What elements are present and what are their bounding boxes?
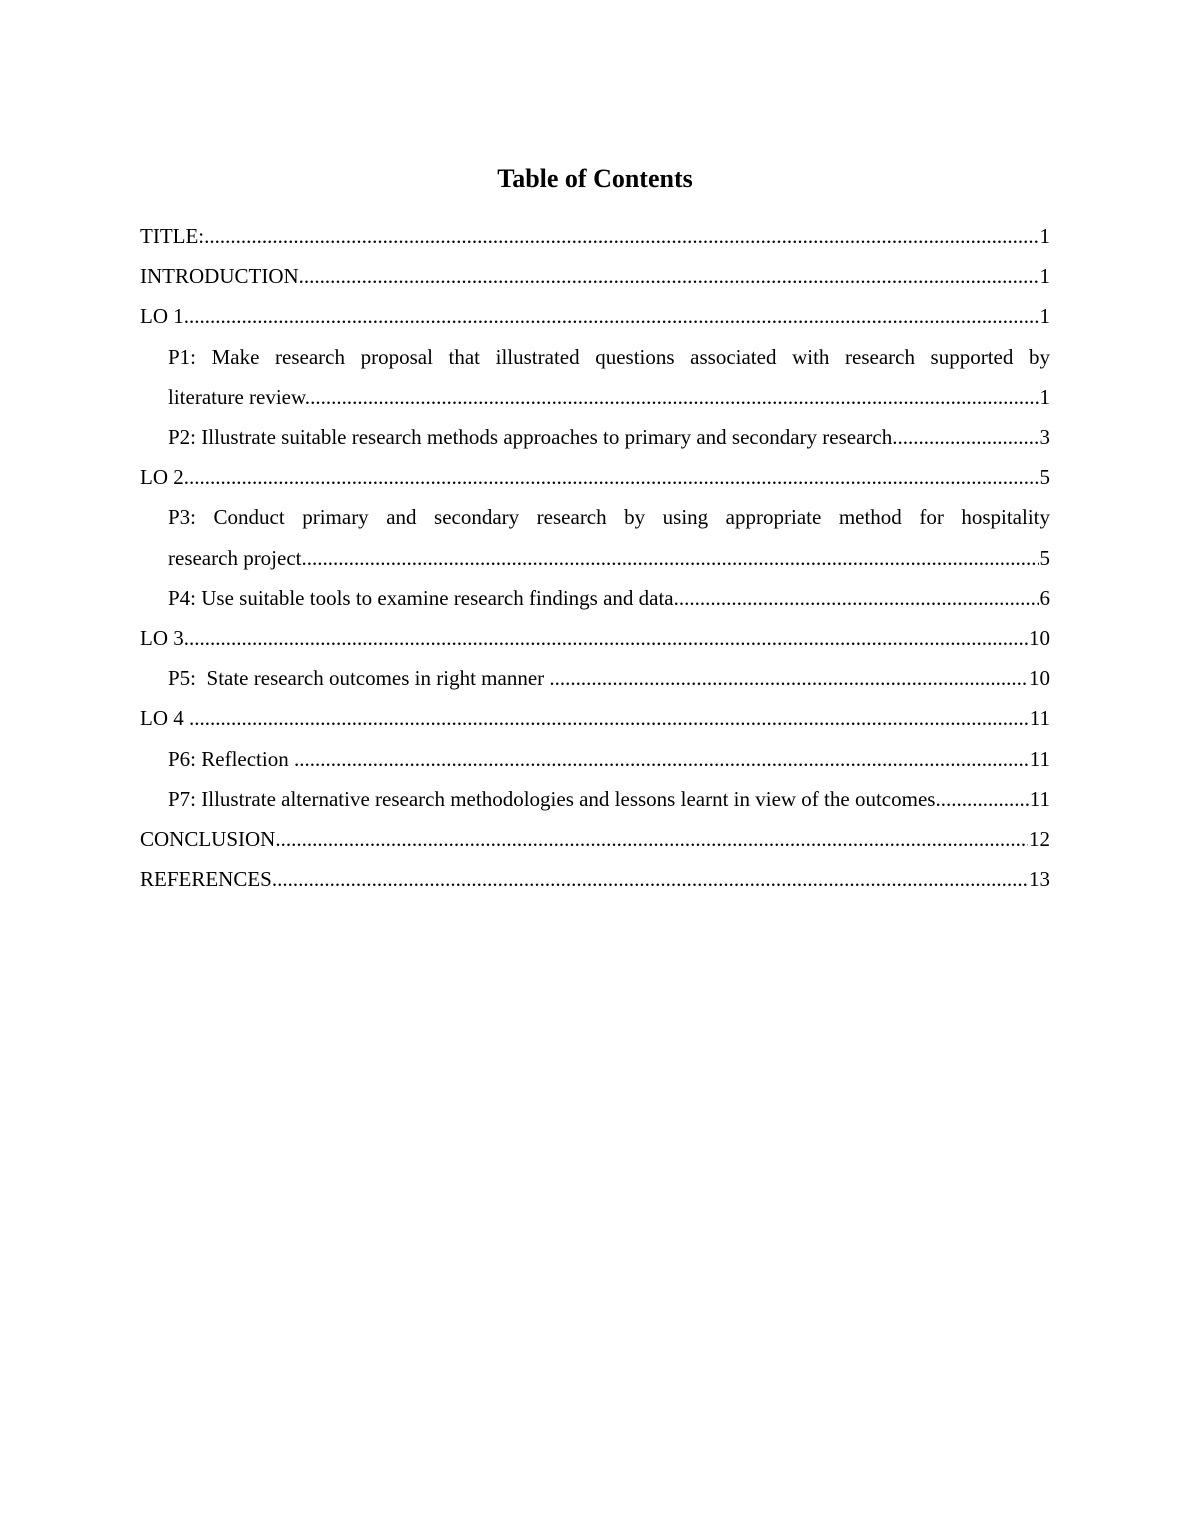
dot-leader: [674, 578, 1039, 618]
toc-page-number: 1: [1039, 224, 1050, 248]
toc-entry-lo2[interactable]: [140, 457, 1050, 497]
toc-entry-text-line1: P1: Make research proposal that illustrated questions associated with research supported by: [168, 344, 1050, 369]
toc-page-number: 3: [1039, 425, 1050, 450]
toc-entry-p4[interactable]: [140, 578, 1050, 618]
toc-page-number: 11: [1029, 786, 1050, 811]
toc-page-number: 10: [1029, 666, 1050, 691]
dot-leader: [204, 216, 1038, 256]
toc-entry-text: research project: [168, 545, 302, 570]
toc-entry-references[interactable]: [140, 859, 1050, 899]
toc-entry-introduction[interactable]: [140, 256, 1050, 296]
dot-leader: [299, 256, 1039, 296]
toc-entry-lo1[interactable]: [140, 296, 1050, 336]
toc-entry-text: P7: Illustrate alternative research methodologies and lessons learnt in view of the outcomes.: [168, 786, 941, 811]
toc-page-number: 11: [1029, 706, 1050, 731]
toc-page-number: 11: [1029, 746, 1050, 771]
toc-entry-lo3[interactable]: [140, 618, 1050, 658]
toc-list: [140, 216, 1050, 899]
toc-page-number: 6: [1039, 585, 1050, 610]
toc-entry-text: INTRODUCTION: [140, 264, 299, 289]
toc-heading: Table of Contents: [497, 164, 693, 193]
dot-leader: [549, 658, 1028, 698]
toc-entry-text: LO 2: [140, 465, 184, 490]
dot-leader: [272, 859, 1028, 899]
toc-page-number: 1: [1039, 264, 1050, 289]
toc-entry-text-line1: P3: Conduct primary and secondary research by using appropriate method for hospitality: [168, 505, 1050, 530]
toc-entry-text: literature review.: [168, 384, 311, 409]
toc-entry-title[interactable]: [140, 216, 1050, 256]
toc-page-number: 5: [1039, 545, 1050, 570]
dot-leader: [310, 377, 1038, 417]
dot-leader: [189, 698, 1029, 738]
dot-leader: [294, 739, 1029, 779]
toc-entry-text: LO 1: [140, 304, 184, 329]
dot-leader: [275, 819, 1028, 859]
toc-entry-p5[interactable]: [140, 658, 1050, 698]
toc-entry-p6[interactable]: [140, 739, 1050, 779]
toc-entry-conclusion[interactable]: [140, 819, 1050, 859]
toc-entry-p2[interactable]: [140, 417, 1050, 457]
dot-leader: [892, 417, 1038, 457]
toc-entry-text: REFERENCES: [140, 867, 272, 892]
toc-entry-text: LO 4: [140, 706, 189, 731]
dot-leader: [184, 296, 1039, 336]
toc-page-number: 10: [1029, 626, 1050, 651]
toc-entry-text: CONCLUSION: [140, 827, 276, 852]
toc-entry-p3[interactable]: [140, 497, 1050, 577]
toc-entry-text: P6: Reflection: [168, 746, 294, 771]
toc-page-number: 12: [1029, 827, 1050, 852]
toc-entry-text: P4: Use suitable tools to examine research findings and data: [168, 585, 674, 610]
toc-entry-text: TITLE:: [140, 224, 205, 248]
dot-leader: [184, 457, 1039, 497]
toc-entry-lo4[interactable]: [140, 698, 1050, 738]
toc-entry-p7[interactable]: [140, 779, 1050, 819]
toc-entry-p1[interactable]: [140, 337, 1050, 417]
toc-entry-text: P2: Illustrate suitable research methods approaches to primary and secondary research: [168, 425, 893, 450]
dot-leader: [302, 538, 1039, 578]
dot-leader: [941, 779, 1029, 819]
toc-page-number: 5: [1039, 465, 1050, 490]
toc-page-number: 13: [1029, 867, 1050, 892]
toc-page-number: 1: [1039, 384, 1050, 409]
toc-page-number: 1: [1039, 304, 1050, 329]
toc-entry-text: P5: State research outcomes in right manner: [168, 666, 550, 691]
dot-leader: [184, 618, 1028, 658]
toc-entry-text: LO 3: [140, 626, 184, 651]
